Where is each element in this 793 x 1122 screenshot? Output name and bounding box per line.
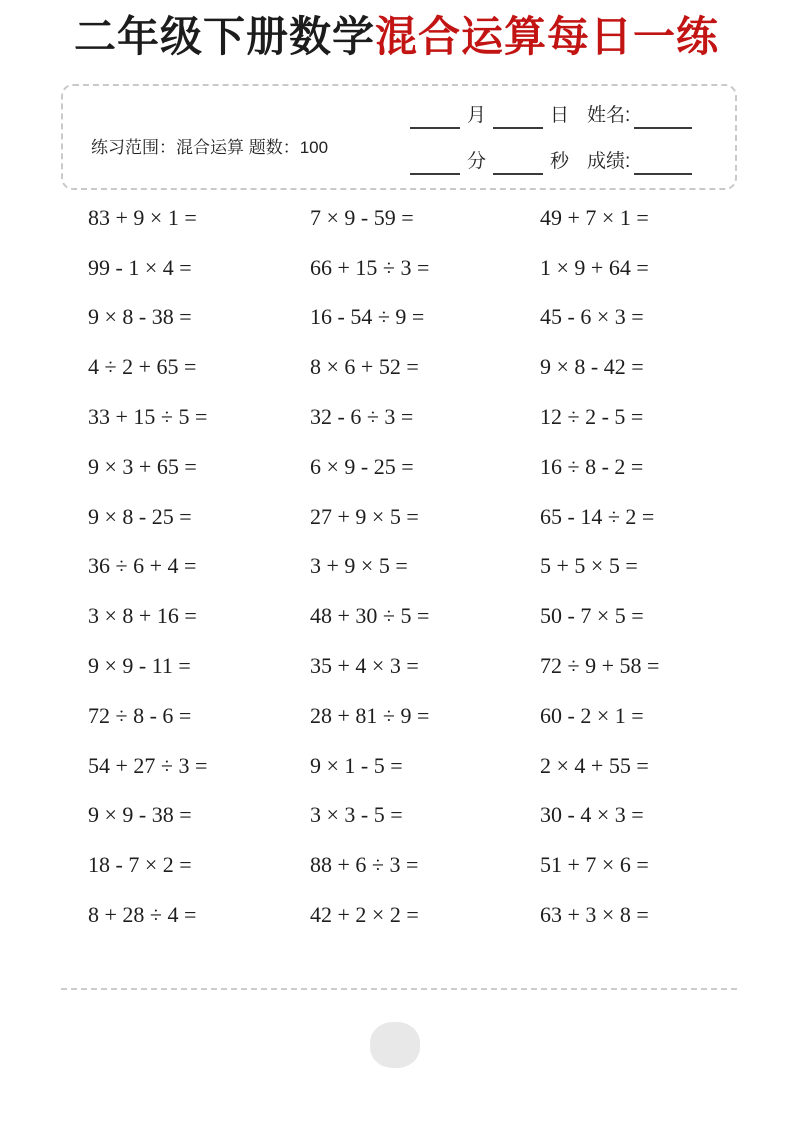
problem-expression: 35 + 4 × 3 = [310, 653, 419, 679]
second-blank-line [493, 151, 543, 175]
problem-expression: 18 - 7 × 2 = [88, 852, 192, 878]
practice-scope-label: 练习范围：混合运算 题数：100 [91, 138, 329, 157]
score-label: 成绩: [587, 151, 631, 172]
name-label: 姓名: [587, 105, 631, 126]
problem-row [0, 492, 793, 542]
problem-expression: 83 + 9 × 1 = [88, 204, 197, 230]
problem-expression: 5 + 5 × 5 = [540, 553, 638, 579]
problem-expression: 36 ÷ 6 + 4 = [88, 553, 197, 579]
problem-expression: 51 + 7 × 6 = [540, 852, 649, 878]
name-blank-line [634, 105, 692, 129]
problem-expression: 99 - 1 × 4 = [88, 254, 192, 280]
second-label: 秒 [550, 151, 570, 172]
problem-row [0, 342, 793, 392]
problem-expression: 7 × 9 - 59 = [310, 204, 414, 230]
problem-row [0, 840, 793, 890]
problem-expression: 16 - 54 ÷ 9 = [310, 304, 425, 330]
problem-expression: 65 - 14 ÷ 2 = [540, 503, 655, 529]
problem-expression: 27 + 9 × 5 = [310, 503, 419, 529]
problem-expression: 42 + 2 × 2 = [310, 902, 419, 928]
problem-row [0, 691, 793, 741]
problem-expression: 8 × 6 + 52 = [310, 354, 419, 380]
problem-expression: 9 × 8 - 42 = [540, 354, 644, 380]
month-label: 月 [467, 105, 487, 126]
footer-page-blob [370, 1022, 420, 1068]
problem-expression: 9 × 9 - 38 = [88, 802, 192, 828]
month-blank-line [410, 105, 460, 129]
problem-expression: 16 ÷ 8 - 2 = [540, 453, 644, 479]
problem-row [0, 641, 793, 691]
bottom-dashed-divider [61, 988, 737, 990]
problem-expression: 3 × 3 - 5 = [310, 802, 403, 828]
problem-expression: 45 - 6 × 3 = [540, 304, 644, 330]
problem-expression: 3 × 8 + 16 = [88, 603, 197, 629]
problem-expression: 50 - 7 × 5 = [540, 603, 644, 629]
problem-row [0, 293, 793, 343]
problem-expression: 1 × 9 + 64 = [540, 254, 649, 280]
problem-expression: 66 + 15 ÷ 3 = [310, 254, 430, 280]
problem-expression: 2 × 4 + 55 = [540, 752, 649, 778]
problem-expression: 54 + 27 ÷ 3 = [88, 752, 208, 778]
problem-row [0, 193, 793, 243]
score-blank-line [634, 151, 692, 175]
time-score-row [403, 146, 699, 175]
problem-expression: 8 + 28 ÷ 4 = [88, 902, 197, 928]
minute-blank-line [410, 151, 460, 175]
title-red-part: 混合运算每日一练 [375, 13, 720, 60]
problem-expression: 9 × 3 + 65 = [88, 453, 197, 479]
problem-expression: 4 ÷ 2 + 65 = [88, 354, 197, 380]
problem-expression: 12 ÷ 2 - 5 = [540, 404, 644, 430]
problem-expression: 72 ÷ 9 + 58 = [540, 653, 660, 679]
problem-expression: 33 + 15 ÷ 5 = [88, 404, 208, 430]
title-black-part: 二年级下册数学 [73, 13, 375, 60]
problem-expression: 28 + 81 ÷ 9 = [310, 702, 430, 728]
problem-expression: 63 + 3 × 8 = [540, 902, 649, 928]
info-box [61, 84, 737, 190]
problem-expression: 32 - 6 ÷ 3 = [310, 404, 414, 430]
problem-expression: 60 - 2 × 1 = [540, 702, 644, 728]
problem-row [0, 392, 793, 442]
problem-expression: 9 × 9 - 11 = [88, 653, 191, 679]
problem-expression: 9 × 1 - 5 = [310, 752, 403, 778]
worksheet-title [0, 12, 793, 62]
problem-expression: 49 + 7 × 1 = [540, 204, 649, 230]
problem-grid [0, 193, 793, 940]
problem-expression: 9 × 8 - 38 = [88, 304, 192, 330]
day-label: 日 [550, 105, 570, 126]
problem-row [0, 890, 793, 940]
problem-row [0, 591, 793, 641]
problem-row [0, 741, 793, 791]
problem-expression: 30 - 4 × 3 = [540, 802, 644, 828]
problem-expression: 72 ÷ 8 - 6 = [88, 702, 192, 728]
date-name-row [403, 100, 699, 129]
day-blank-line [493, 105, 543, 129]
problem-row [0, 243, 793, 293]
problem-expression: 48 + 30 ÷ 5 = [310, 603, 430, 629]
problem-expression: 9 × 8 - 25 = [88, 503, 192, 529]
problem-expression: 6 × 9 - 25 = [310, 453, 414, 479]
problem-row [0, 542, 793, 592]
problem-expression: 88 + 6 ÷ 3 = [310, 852, 419, 878]
problem-row [0, 791, 793, 841]
minute-label: 分 [467, 151, 487, 172]
problem-row [0, 442, 793, 492]
problem-expression: 3 + 9 × 5 = [310, 553, 408, 579]
